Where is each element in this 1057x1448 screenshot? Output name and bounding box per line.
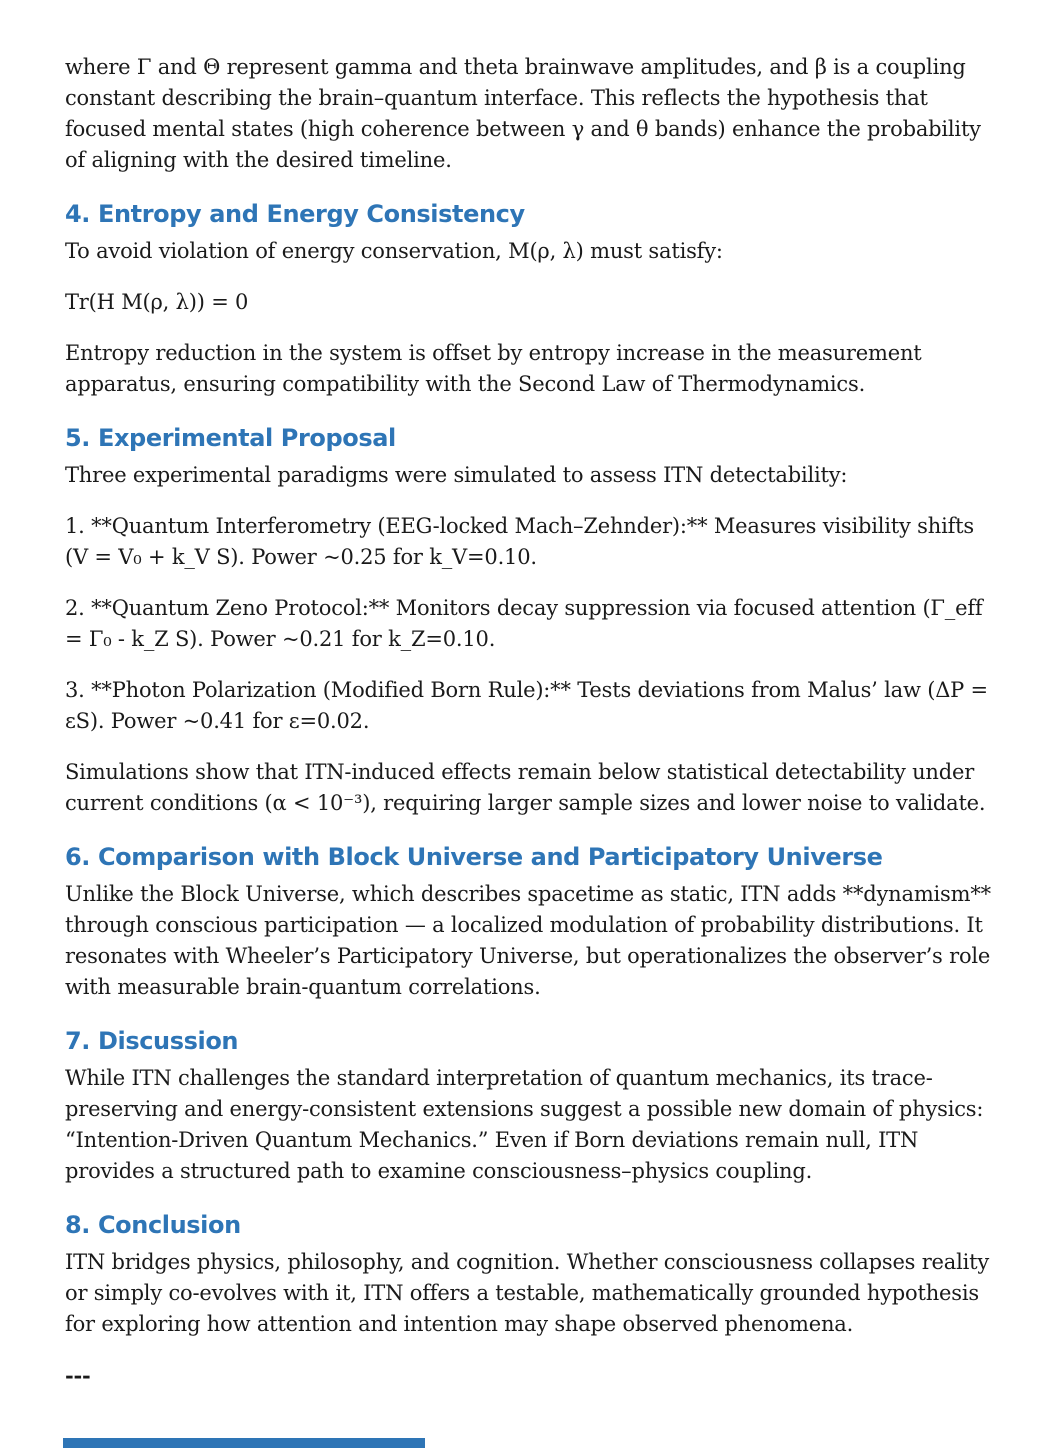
paragraph: Entropy reduction in the system is offset by entropy increase in the measurement apparatus, ensuring compatibility with the Second Law of Thermodynamics. bbox=[65, 341, 922, 396]
list-item-quantum-interferometry: 1. **Quantum Interferometry (EEG-locked Mach–Zehnder):** Measures visibility shifts (V = V₀ + k_V S). Power ~0.25 for k_V=0.10. bbox=[65, 514, 974, 569]
section-heading-comparison: 6. Comparison with Block Universe and Participatory Universe bbox=[65, 843, 883, 871]
list-item-quantum-zeno: 2. **Quantum Zeno Protocol:** Monitors decay suppression via focused attention (Γ_eff = Γ₀ - k_Z S). Power ~0.21 for k_Z=0.10. bbox=[65, 596, 983, 651]
list-item-photon-polarization: 3. **Photon Polarization (Modified Born Rule):** Tests deviations from Malus’ law (ΔP = εS). Power ~0.41 for ε=0.02. bbox=[65, 678, 988, 733]
paragraph: Simulations show that ITN-induced effects remain below statistical detectability under current conditions (α < 10⁻³), requiring larger sample sizes and lower noise to validate. bbox=[65, 760, 986, 815]
paragraph: While ITN challenges the standard interpretation of quantum mechanics, its trace-preserving and energy-consistent extensions suggest a possible new domain of physics: “Intention-Driven Quantum Mechanics.” Even if Born deviations remain null, ITN provides a structured path to examine consciousness–physics coupling. bbox=[65, 1066, 984, 1183]
paragraph: To avoid violation of energy conservation, M(ρ, λ) must satisfy: bbox=[65, 239, 723, 263]
section-heading-conclusion: 8. Conclusion bbox=[65, 1211, 241, 1239]
intro-paragraph: where Γ and Θ represent gamma and theta brainwave amplitudes, and β is a coupling constant describing the brain–quantum interface. This reflects the hypothesis that focused mental states (high coherence between γ and θ bands) enhance the probability of aligning with the desired timeline. bbox=[65, 55, 981, 172]
paragraph: Three experimental paradigms were simulated to assess ITN detectability: bbox=[65, 463, 848, 487]
section-heading-experimental-proposal: 5. Experimental Proposal bbox=[65, 424, 396, 452]
formula-trace-equation: Tr(H M(ρ, λ)) = 0 bbox=[65, 290, 249, 314]
next-page-blue-bar bbox=[63, 1438, 425, 1448]
horizontal-rule-markdown: --- bbox=[65, 1363, 91, 1388]
paragraph: ITN bridges physics, philosophy, and cognition. Whether consciousness collapses reality or simply co-evolves with it, ITN offers a testable, mathematically grounded hypothesis for exploring how attention and intention may shape observed phenomena. bbox=[65, 1250, 990, 1336]
section-heading-entropy: 4. Entropy and Energy Consistency bbox=[65, 200, 525, 228]
paragraph: Unlike the Block Universe, which describes spacetime as static, ITN adds **dynamism** through conscious participation — a localized modulation of probability distributions. It resonates with Wheeler’s Participatory Universe, but operationalizes the observer’s role with measurable brain-quantum correlations. bbox=[65, 882, 991, 999]
section-heading-discussion: 7. Discussion bbox=[65, 1027, 239, 1055]
